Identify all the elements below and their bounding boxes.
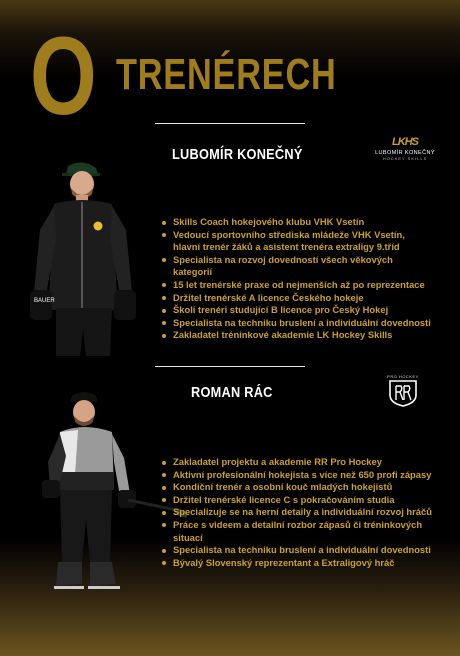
list-item: Držitel trenérské licence C s pokračováním studia xyxy=(162,494,442,507)
list-item: Kondiční trenér a osobní kouč mladých hokejistů xyxy=(162,481,442,494)
logo-rr-line: PRO HOCKEY xyxy=(387,374,419,379)
logo-mark: LK xyxy=(392,136,405,148)
coach-bullets-1 xyxy=(162,216,432,342)
list-item: 15 let trenérské praxe od nejmenších až po reprezentace xyxy=(162,279,432,292)
list-item: Aktivní profesionální hokejista s více než 650 profi zápasy xyxy=(162,469,442,482)
divider-1 xyxy=(155,123,305,124)
list-item: Skills Coach hokejového klubu VHK Vsetín xyxy=(162,216,432,229)
logo-mark-small: HS xyxy=(404,136,418,148)
logo-line-2: HOCKEY SKILLS xyxy=(382,156,428,161)
list-item: Držitel trenérské A licence Českého hokeje xyxy=(162,292,432,305)
list-item: Specialista na techniku bruslení a individuální dovednosti xyxy=(162,317,432,330)
header-big-letter: O xyxy=(30,15,97,138)
page-title: TRENÉRECH xyxy=(116,50,337,99)
svg-text:BAUER: BAUER xyxy=(34,298,55,304)
coach-name-1: LUBOMÍR KONEČNÝ xyxy=(172,146,303,163)
list-item: Zakladatel projektu a akademie RR Pro Hockey xyxy=(162,456,442,469)
list-item: Specialista na techniku bruslení a individuální dovednosti xyxy=(162,544,442,557)
rr-shield-icon xyxy=(388,379,418,407)
list-item: Vedoucí sportovního střediska mládeže VHK Vsetín, hlavní trenér žáků a asistent trenéra extraligy 9.tříd xyxy=(162,229,432,254)
coach-name-2: ROMAN RÁC xyxy=(191,384,273,401)
list-item: Práce s videem a detailní rozbor zápasů či tréninkových situací xyxy=(162,519,442,544)
rr-pro-hockey-logo xyxy=(386,374,420,412)
logo-line-1: LUBOMÍR KONEČNÝ xyxy=(375,150,435,156)
coach-photo-1 xyxy=(28,160,138,360)
coach-bullets-2 xyxy=(162,456,442,569)
list-item: Specializuje se na herní detaily a individuální rozvoj hráčů xyxy=(162,506,442,519)
lk-hockey-skills-logo xyxy=(372,132,438,161)
list-item: Specialista na rozvoj dovedností všech věkových kategorií xyxy=(162,254,432,279)
divider-2 xyxy=(155,366,305,367)
list-item: Bývalý Slovenský reprezentant a Extraligový hráč xyxy=(162,557,442,570)
list-item: Školí trenéri studující B licence pro Český Hokej xyxy=(162,304,432,317)
list-item: Zakladatel tréninkové akademie LK Hockey Skills xyxy=(162,329,432,342)
